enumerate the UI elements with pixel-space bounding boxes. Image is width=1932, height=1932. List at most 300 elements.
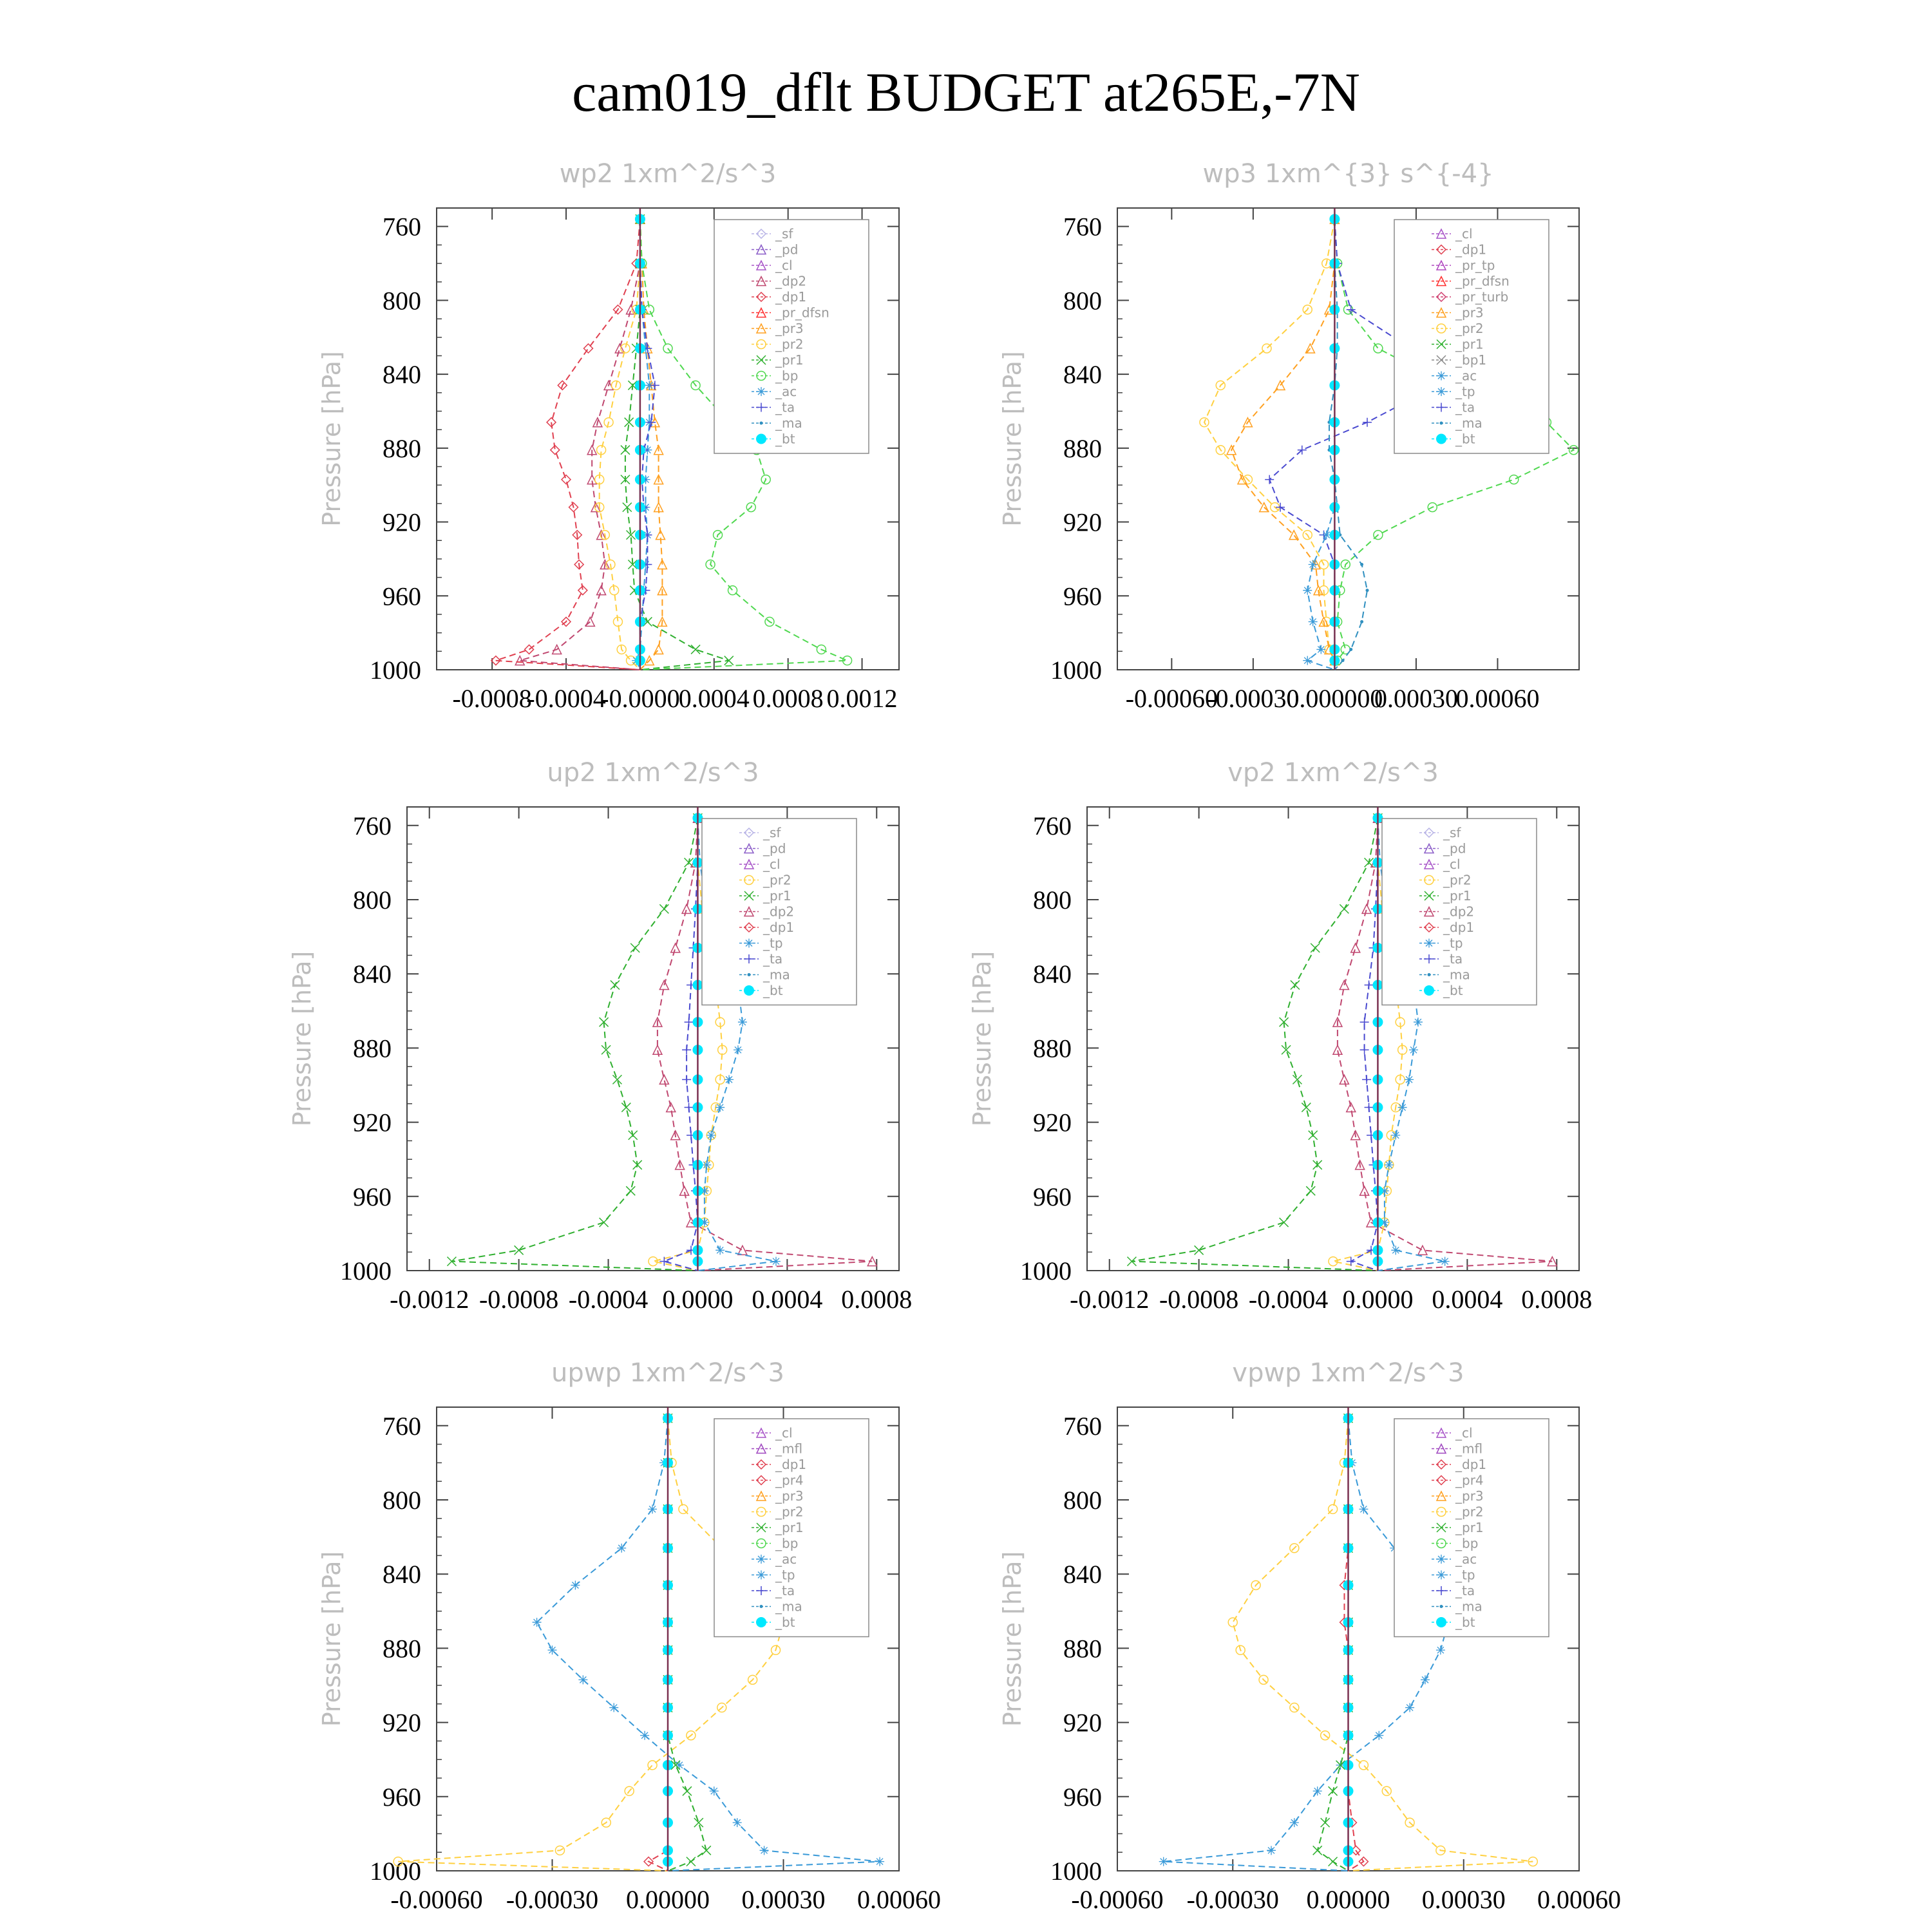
- legend-label: _dp1: [763, 920, 795, 935]
- y-tick-label: 880: [1033, 1034, 1072, 1063]
- legend-label: _pr1: [1455, 336, 1484, 352]
- series-pr3: [1227, 214, 1339, 670]
- legend-label: _pr3: [775, 1488, 804, 1504]
- legend-label: _pd: [763, 840, 786, 857]
- legend-label: _pd: [1443, 840, 1466, 857]
- y-tick-label: 1000: [1050, 1857, 1102, 1886]
- legend-label: _pr2: [775, 336, 804, 352]
- data-point: [685, 1018, 694, 1027]
- x-tick-label: -0.0012: [1070, 1285, 1150, 1314]
- data-point: [675, 1761, 684, 1770]
- data-point: [1341, 659, 1345, 662]
- series-ta: [1347, 813, 1383, 1271]
- series-dp1: [1340, 1414, 1368, 1871]
- legend-marker: [757, 1555, 766, 1564]
- data-point: [1276, 503, 1285, 512]
- y-tick-label: 920: [353, 1108, 392, 1137]
- x-tick-label: -0.00030: [1186, 1885, 1279, 1914]
- y-tick-label: 840: [383, 1560, 421, 1589]
- legend-label: _ma: [763, 967, 790, 983]
- data-point: [685, 1103, 694, 1112]
- x-tick-label: 0.0004: [752, 1285, 823, 1314]
- legend-label: _pr3: [1455, 1488, 1484, 1504]
- data-point: [1340, 904, 1349, 913]
- data-point: [1280, 1218, 1289, 1227]
- y-tick-label: 880: [1063, 1634, 1102, 1663]
- y-tick-label: 840: [1063, 1560, 1102, 1589]
- panel-title: wp3 1xm^{3} s^{-4}: [1202, 159, 1494, 189]
- data-point: [724, 1075, 734, 1084]
- legend-label: _pr2: [1455, 1504, 1484, 1520]
- data-point: [1363, 418, 1372, 427]
- legend-label: _bp: [775, 368, 799, 384]
- y-axis-label: Pressure [hPa]: [998, 351, 1027, 527]
- legend-label: _pr_dfsn: [775, 305, 829, 321]
- data-point: [1365, 980, 1374, 989]
- data-point: [702, 1846, 711, 1855]
- legend-label: _tp: [775, 1567, 795, 1583]
- data-point: [626, 1186, 635, 1195]
- x-tick-label: -0.0004: [1248, 1285, 1329, 1314]
- legend: [1394, 220, 1549, 453]
- legend-label: _pr2: [1455, 321, 1484, 336]
- legend-marker: [1436, 1617, 1446, 1627]
- chart-panel: [998, 1358, 1621, 1914]
- data-point: [1374, 1731, 1383, 1740]
- y-tick-label: 800: [1063, 1486, 1102, 1515]
- legend-label: _dp1: [1455, 242, 1487, 258]
- data-point: [1351, 943, 1360, 952]
- data-point: [1306, 1186, 1315, 1195]
- data-point: [640, 1731, 649, 1740]
- legend-label: _ta: [775, 1583, 795, 1598]
- data-point: [1267, 1846, 1276, 1855]
- data-point: [679, 1504, 688, 1513]
- y-tick-label: 840: [353, 960, 392, 989]
- data-point: [1360, 1018, 1369, 1027]
- y-tick-label: 800: [1063, 286, 1102, 316]
- data-point: [1329, 1504, 1338, 1513]
- data-point: [1262, 344, 1271, 353]
- legend-label: _tp: [763, 935, 783, 951]
- legend-label: _bt: [1455, 1615, 1475, 1630]
- data-point: [1391, 1131, 1400, 1140]
- legend-label: _cl: [763, 857, 781, 872]
- chart-panel: [317, 1358, 941, 1914]
- series-line: [1132, 818, 1378, 1271]
- data-point: [1291, 980, 1300, 989]
- series-line: [520, 219, 640, 670]
- legend-marker: [756, 434, 766, 444]
- legend-label: _ta: [1455, 399, 1475, 415]
- data-point: [1359, 1761, 1368, 1770]
- series-ma: [1327, 218, 1368, 670]
- data-point: [1265, 475, 1274, 484]
- data-point: [1398, 1103, 1407, 1112]
- data-point: [1309, 560, 1318, 569]
- data-point: [1365, 1103, 1374, 1112]
- data-point: [710, 1786, 719, 1795]
- series-line: [664, 818, 697, 1271]
- legend-label: _pd: [775, 242, 799, 258]
- x-tick-label: 0.00060: [1455, 684, 1540, 713]
- x-tick-label: -0.0008: [1159, 1285, 1239, 1314]
- series-ta: [659, 813, 702, 1271]
- legend-label: _pr1: [775, 1520, 804, 1535]
- data-point: [1329, 1857, 1338, 1866]
- legend-marker: [744, 939, 753, 948]
- y-tick-label: 1000: [1020, 1256, 1072, 1285]
- data-point: [1405, 1703, 1414, 1712]
- y-axis-label: Pressure [hPa]: [998, 1551, 1027, 1727]
- data-point: [1309, 617, 1318, 626]
- legend-label: _ma: [775, 415, 802, 431]
- series-pr2: [595, 214, 645, 670]
- data-point: [1366, 589, 1369, 592]
- data-point: [875, 1857, 884, 1866]
- legend-label: _pr1: [1455, 1520, 1484, 1535]
- x-tick-label: -0.0012: [390, 1285, 469, 1314]
- legend-label: _dp2: [1443, 904, 1475, 920]
- legend-label: _tp: [1455, 1567, 1475, 1583]
- data-point: [1421, 1675, 1430, 1684]
- legend-label: _cl: [775, 258, 793, 273]
- legend-marker: [744, 985, 754, 996]
- data-point: [1228, 1618, 1237, 1627]
- data-point: [1303, 656, 1312, 665]
- chart-panel: [317, 159, 899, 713]
- x-tick-label: 0.00030: [1421, 1885, 1506, 1914]
- legend-label: _ma: [1455, 1598, 1482, 1615]
- data-point: [706, 1131, 715, 1140]
- y-tick-label: 920: [383, 1708, 421, 1738]
- data-point: [1333, 1045, 1342, 1054]
- x-tick-label: 0.0012: [826, 684, 898, 713]
- chart-panels: [288, 159, 1621, 1914]
- y-axis-label: Pressure [hPa]: [968, 951, 996, 1127]
- data-point: [682, 1075, 691, 1084]
- data-point: [671, 943, 680, 952]
- x-tick-label: 0.0008: [752, 684, 824, 713]
- legend-label: _tp: [1455, 384, 1475, 399]
- legend-label: _pr4: [1455, 1472, 1484, 1488]
- y-tick-label: 960: [1033, 1182, 1072, 1211]
- data-point: [715, 1103, 724, 1112]
- y-tick-label: 840: [383, 360, 421, 390]
- legend-label: _ta: [775, 399, 795, 415]
- y-tick-label: 920: [1063, 507, 1102, 537]
- data-point: [1414, 1018, 1423, 1027]
- y-tick-label: 960: [383, 1782, 421, 1812]
- chart-panel: [998, 159, 1579, 713]
- data-point: [548, 1645, 557, 1654]
- legend-label: _bp1: [1455, 352, 1487, 368]
- data-point: [1360, 620, 1363, 623]
- y-tick-label: 960: [1063, 1782, 1102, 1812]
- data-point: [760, 1846, 769, 1855]
- legend-label: _cl: [1455, 226, 1473, 242]
- legend-marker: [760, 422, 763, 425]
- data-point: [659, 904, 668, 913]
- series-line: [496, 219, 640, 670]
- data-point: [1409, 1045, 1418, 1054]
- data-point: [611, 980, 620, 989]
- x-tick-label: 0.0004: [678, 684, 750, 713]
- legend-label: _pr2: [1443, 872, 1472, 888]
- y-tick-label: 1000: [340, 1256, 392, 1285]
- y-tick-label: 880: [353, 1034, 392, 1063]
- legend-label: _sf: [775, 226, 793, 242]
- y-tick-label: 760: [353, 811, 392, 840]
- data-point: [687, 1857, 696, 1866]
- data-point: [1347, 1103, 1356, 1112]
- data-point: [1290, 1818, 1299, 1827]
- legend-label: _ac: [775, 384, 797, 399]
- y-tick-label: 1000: [370, 656, 421, 685]
- series-line: [600, 219, 640, 670]
- data-point: [578, 1675, 587, 1684]
- series-pr1: [1127, 813, 1382, 1271]
- series-pr1: [447, 813, 702, 1271]
- data-point: [1311, 943, 1320, 952]
- panel-title: vp2 1xm^2/s^3: [1227, 758, 1439, 788]
- legend-label: _dp2: [763, 904, 795, 920]
- series-dp2: [515, 214, 645, 670]
- data-point: [682, 1045, 691, 1054]
- y-tick-label: 840: [1063, 360, 1102, 390]
- data-point: [612, 1075, 621, 1084]
- series-pr1: [663, 1414, 711, 1871]
- data-point: [1405, 1075, 1414, 1084]
- series-line: [1307, 219, 1334, 670]
- legend-label: _pr3: [775, 321, 804, 336]
- y-tick-label: 960: [1063, 582, 1102, 611]
- legend-label: _pr1: [775, 352, 804, 368]
- data-point: [659, 1075, 668, 1084]
- legend-label: _bp: [775, 1535, 799, 1551]
- y-tick-label: 840: [1033, 960, 1072, 989]
- legend-label: _dp1: [775, 289, 807, 305]
- y-tick-label: 960: [353, 1182, 392, 1211]
- legend-label: _dp1: [1443, 920, 1475, 935]
- data-point: [1391, 1245, 1400, 1255]
- data-point: [1340, 1075, 1349, 1084]
- legend-label: _bt: [775, 431, 795, 447]
- panel-title: wp2 1xm^2/s^3: [559, 159, 777, 189]
- series-line: [452, 818, 698, 1271]
- data-point: [683, 1786, 692, 1795]
- panel-title: up2 1xm^2/s^3: [547, 758, 759, 788]
- data-point: [1195, 1245, 1204, 1255]
- chart-panel: [288, 758, 912, 1314]
- data-point: [1321, 1818, 1330, 1827]
- data-point: [1360, 1045, 1369, 1054]
- data-point: [702, 1160, 711, 1170]
- legend-label: _pr1: [763, 888, 791, 904]
- data-point: [617, 1544, 626, 1553]
- data-point: [648, 1504, 657, 1513]
- legend-marker: [1428, 973, 1431, 976]
- figure-title: cam019_dflt BUDGET at265E,-7N: [572, 61, 1360, 123]
- series-dp1: [491, 214, 645, 670]
- series-line: [1231, 219, 1334, 670]
- legend-label: _mfl: [1455, 1441, 1483, 1457]
- legend-marker: [1424, 985, 1434, 996]
- y-tick-label: 1000: [1050, 656, 1102, 685]
- data-point: [1313, 1786, 1322, 1795]
- legend: [714, 220, 869, 453]
- y-tick-label: 800: [353, 886, 392, 914]
- data-point: [1293, 1075, 1302, 1084]
- data-point: [1385, 1160, 1394, 1170]
- x-tick-label: -0.0000: [600, 684, 680, 713]
- series-line: [1318, 1418, 1349, 1871]
- legend-marker: [756, 1617, 766, 1627]
- data-point: [1436, 1645, 1445, 1654]
- x-tick-label: 0.00030: [741, 1885, 826, 1914]
- data-point: [609, 1703, 618, 1712]
- y-tick-label: 920: [383, 507, 421, 537]
- x-tick-label: 0.0004: [1432, 1285, 1503, 1314]
- chart-panel: [968, 758, 1592, 1314]
- y-axis-label: Pressure [hPa]: [317, 1551, 346, 1727]
- data-point: [648, 1761, 657, 1770]
- series-line: [649, 1418, 668, 1871]
- data-point: [733, 1818, 742, 1827]
- legend-label: _bp: [1455, 1535, 1479, 1551]
- data-point: [653, 1045, 662, 1054]
- y-axis-label: Pressure [hPa]: [317, 351, 346, 527]
- legend-label: _bt: [763, 983, 783, 998]
- x-tick-label: -0.00060: [1071, 1885, 1164, 1914]
- series-line: [1351, 818, 1378, 1271]
- y-tick-label: 880: [1063, 433, 1102, 463]
- data-point: [515, 1245, 524, 1255]
- y-tick-label: 920: [1033, 1108, 1072, 1137]
- series-pr2: [1200, 214, 1339, 670]
- y-tick-label: 960: [383, 582, 421, 611]
- legend-label: _pr2: [763, 872, 791, 888]
- legend-label: _ta: [763, 951, 783, 967]
- data-point: [715, 1245, 724, 1255]
- y-tick-label: 760: [383, 212, 421, 242]
- legend-label: _sf: [763, 825, 781, 840]
- x-tick-label: 0.000000: [1286, 684, 1383, 713]
- y-tick-label: 760: [1063, 212, 1102, 242]
- legend-label: _bt: [775, 1615, 795, 1630]
- legend-label: _ac: [1455, 1551, 1477, 1567]
- legend-label: _pr3: [1455, 305, 1484, 321]
- x-tick-label: 0.0000: [662, 1285, 734, 1314]
- legend-label: _pr2: [775, 1504, 804, 1520]
- data-point: [728, 586, 737, 595]
- x-tick-label: 0.00060: [857, 1885, 941, 1914]
- legend-label: _bt: [1443, 983, 1463, 998]
- legend: [1382, 819, 1537, 1005]
- data-point: [1159, 1857, 1168, 1866]
- x-tick-label: 0.0000: [1342, 1285, 1414, 1314]
- data-point: [1349, 648, 1352, 651]
- legend-label: _tp: [1443, 935, 1463, 951]
- data-point: [1374, 344, 1383, 353]
- legend-marker: [1440, 1605, 1443, 1608]
- panel-title: upwp 1xm^2/s^3: [551, 1358, 784, 1388]
- data-point: [562, 475, 571, 484]
- legend-label: _cl: [1443, 857, 1461, 872]
- legend-label: _ma: [1443, 967, 1470, 983]
- data-point: [1510, 475, 1519, 484]
- y-tick-label: 800: [383, 286, 421, 316]
- legend-label: _pr1: [1443, 888, 1472, 904]
- legend-label: _ma: [1455, 415, 1482, 431]
- data-point: [1362, 1075, 1371, 1084]
- legend-marker: [757, 1571, 766, 1580]
- series-pr1: [1313, 1414, 1353, 1871]
- legend-label: _bt: [1455, 431, 1475, 447]
- x-tick-label: -0.0008: [452, 684, 532, 713]
- x-tick-label: 0.00060: [1537, 1885, 1621, 1914]
- data-point: [1313, 1846, 1322, 1855]
- data-point: [694, 1818, 703, 1827]
- series-line: [1345, 1418, 1364, 1871]
- data-point: [738, 1018, 747, 1027]
- legend-label: _ta: [1455, 1583, 1475, 1598]
- legend: [714, 1419, 869, 1637]
- x-tick-label: 0.00030: [1374, 684, 1458, 713]
- legend-label: _ma: [775, 1598, 802, 1615]
- x-tick-label: -0.0004: [526, 684, 606, 713]
- legend-marker: [1437, 372, 1446, 381]
- legend-label: _ac: [775, 1551, 797, 1567]
- data-point: [629, 1131, 638, 1140]
- y-tick-label: 880: [383, 1634, 421, 1663]
- x-tick-label: -0.0004: [568, 1285, 649, 1314]
- legend-label: _dp1: [1455, 1457, 1487, 1472]
- data-point: [772, 1257, 781, 1266]
- data-point: [1309, 1131, 1318, 1140]
- y-tick-label: 760: [1033, 811, 1072, 840]
- data-point: [621, 1103, 630, 1112]
- y-tick-label: 800: [1033, 886, 1072, 914]
- data-point: [1303, 586, 1312, 595]
- legend-marker: [1425, 939, 1434, 948]
- data-point: [615, 344, 624, 353]
- data-point: [1329, 1786, 1338, 1795]
- legend-marker: [760, 1605, 763, 1608]
- legend-marker: [1437, 1571, 1446, 1580]
- legend-marker: [757, 387, 766, 396]
- legend-marker: [748, 973, 751, 976]
- y-axis-label: Pressure [hPa]: [288, 951, 316, 1127]
- y-tick-label: 800: [383, 1486, 421, 1515]
- y-tick-label: 760: [383, 1411, 421, 1441]
- legend-label: _sf: [1443, 825, 1461, 840]
- legend-marker: [1436, 434, 1446, 444]
- data-point: [1441, 1257, 1450, 1266]
- legend-label: _mfl: [775, 1441, 803, 1457]
- data-point: [630, 943, 639, 952]
- legend-label: _dp1: [775, 1457, 807, 1472]
- data-point: [1360, 563, 1363, 566]
- x-tick-label: -0.00030: [1207, 684, 1300, 713]
- y-tick-label: 880: [383, 433, 421, 463]
- x-tick-label: 0.0008: [1521, 1285, 1593, 1314]
- series-line: [668, 1418, 706, 1871]
- legend-label: _pr_turb: [1455, 289, 1509, 305]
- y-tick-label: 1000: [370, 1857, 421, 1886]
- x-tick-label: -0.0008: [478, 1285, 559, 1314]
- legend-marker: [1440, 422, 1443, 425]
